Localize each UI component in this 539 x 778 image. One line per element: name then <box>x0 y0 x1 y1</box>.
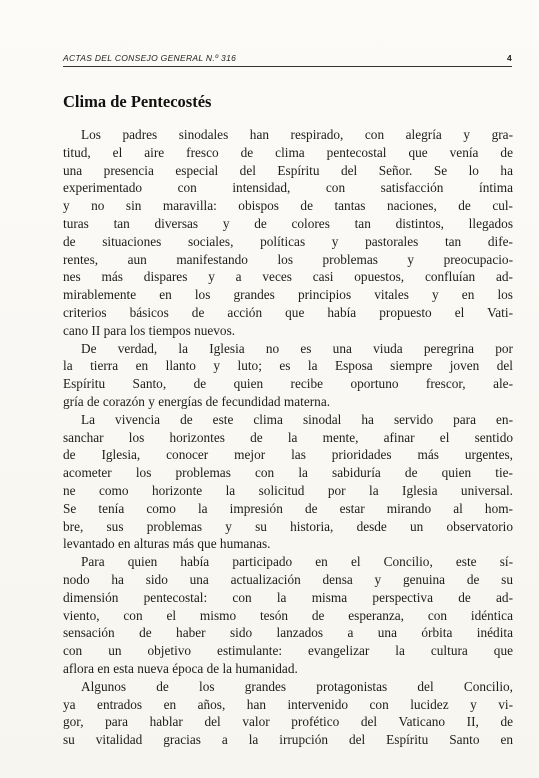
text-line: Los padres sinodales han respirado, con alegría y gra- <box>81 127 513 142</box>
page-number: 4 <box>506 53 512 63</box>
text-line: cano II para los tiempos nuevos. <box>63 322 236 338</box>
text-line: criterios básicos de acción que había propuesto el Vati- <box>63 304 513 320</box>
paragraph <box>63 678 513 749</box>
text-line: de situaciones sociales, políticas y pastorales tan dife- <box>63 233 513 249</box>
text-line: ne como horizonte la solicitud por la Iglesia universal. <box>63 482 513 498</box>
text-line: gor, para hablar del valor profético del Vaticano II, de <box>63 714 513 730</box>
text-line: Para quien había participado en el Concilio, este sí- <box>81 554 513 570</box>
body-text <box>63 126 513 749</box>
section-title: Clima de Pentecostés <box>63 92 212 111</box>
text-line: gría de corazón y energías de fecundidad materna. <box>63 393 331 409</box>
text-line: una presencia especial del Espíritu del Señor. Se lo ha <box>63 162 513 178</box>
paragraph <box>63 126 513 340</box>
text-line: La vivencia de este clima sinodal ha servido para en- <box>81 411 513 427</box>
paragraph <box>63 553 513 678</box>
text-line: titud, el aire fresco de clima pentecostal que venía de <box>63 144 513 160</box>
text-line: turas tan diversas y de colores tan distintos, llegados <box>63 215 513 231</box>
text-line: y no sin maravilla: obispos de tantas naciones, de cul- <box>63 198 513 214</box>
text-line: con un objetivo estimulante: evangelizar la cultura que <box>63 643 513 659</box>
text-line: acometer los problemas con la sabiduría de quien tie- <box>63 465 513 481</box>
text-line: dimensión pentecostal: con la misma perspectiva de ad- <box>63 589 513 605</box>
text-line: aflora en esta nueva época de la humanidad. <box>63 660 298 676</box>
text-line: experimentado con intensidad, con satisfacción íntima <box>63 180 513 196</box>
text-line: Se tenía como la impresión de estar mirando al hom- <box>63 500 513 516</box>
text-line: ya entrados en años, han intervenido con lucidez y vi- <box>63 696 513 712</box>
paragraph <box>63 340 513 411</box>
text-line: la tierra en llanto y luto; es la Esposa siempre joven del <box>63 358 513 374</box>
running-header <box>63 52 512 67</box>
text-line: nodo ha sido una actualización densa y genuina de su <box>63 571 513 587</box>
text-line: bre, sus problemas y su historia, desde un observatorio <box>63 518 513 534</box>
text-line: de Iglesia, conocer mejor las prioridades más urgentes, <box>63 447 513 463</box>
paragraph <box>63 411 513 553</box>
text-line: nes más dispares y a veces casi opuestos, confluían ad- <box>63 269 513 285</box>
text-line: Algunos de los grandes protagonistas del Concilio, <box>81 678 513 694</box>
text-line: levantado en alturas más que humanas. <box>63 536 271 552</box>
text-line: sensación de haber sido lanzados a una órbita inédita <box>63 625 513 641</box>
text-line: sanchar los horizontes de la mente, afinar el sentido <box>63 429 513 445</box>
text-line: mirablemente en los grandes principios vitales y en los <box>63 287 513 303</box>
text-line: rentes, aun manifestando los problemas y preocupacio- <box>63 251 513 267</box>
text-line: viento, con el mismo tesón de esperanza, con idéntica <box>63 607 513 623</box>
text-line: su vitalidad gracias a la irrupción del Espíritu Santo en <box>63 732 513 748</box>
text-line: Espíritu Santo, de quien recibe oportuno frescor, ale- <box>63 376 513 392</box>
text-line: De verdad, la Iglesia no es una viuda peregrina por <box>81 340 513 356</box>
running-title: ACTAS DEL CONSEJO GENERAL N.º 316 <box>63 53 237 63</box>
